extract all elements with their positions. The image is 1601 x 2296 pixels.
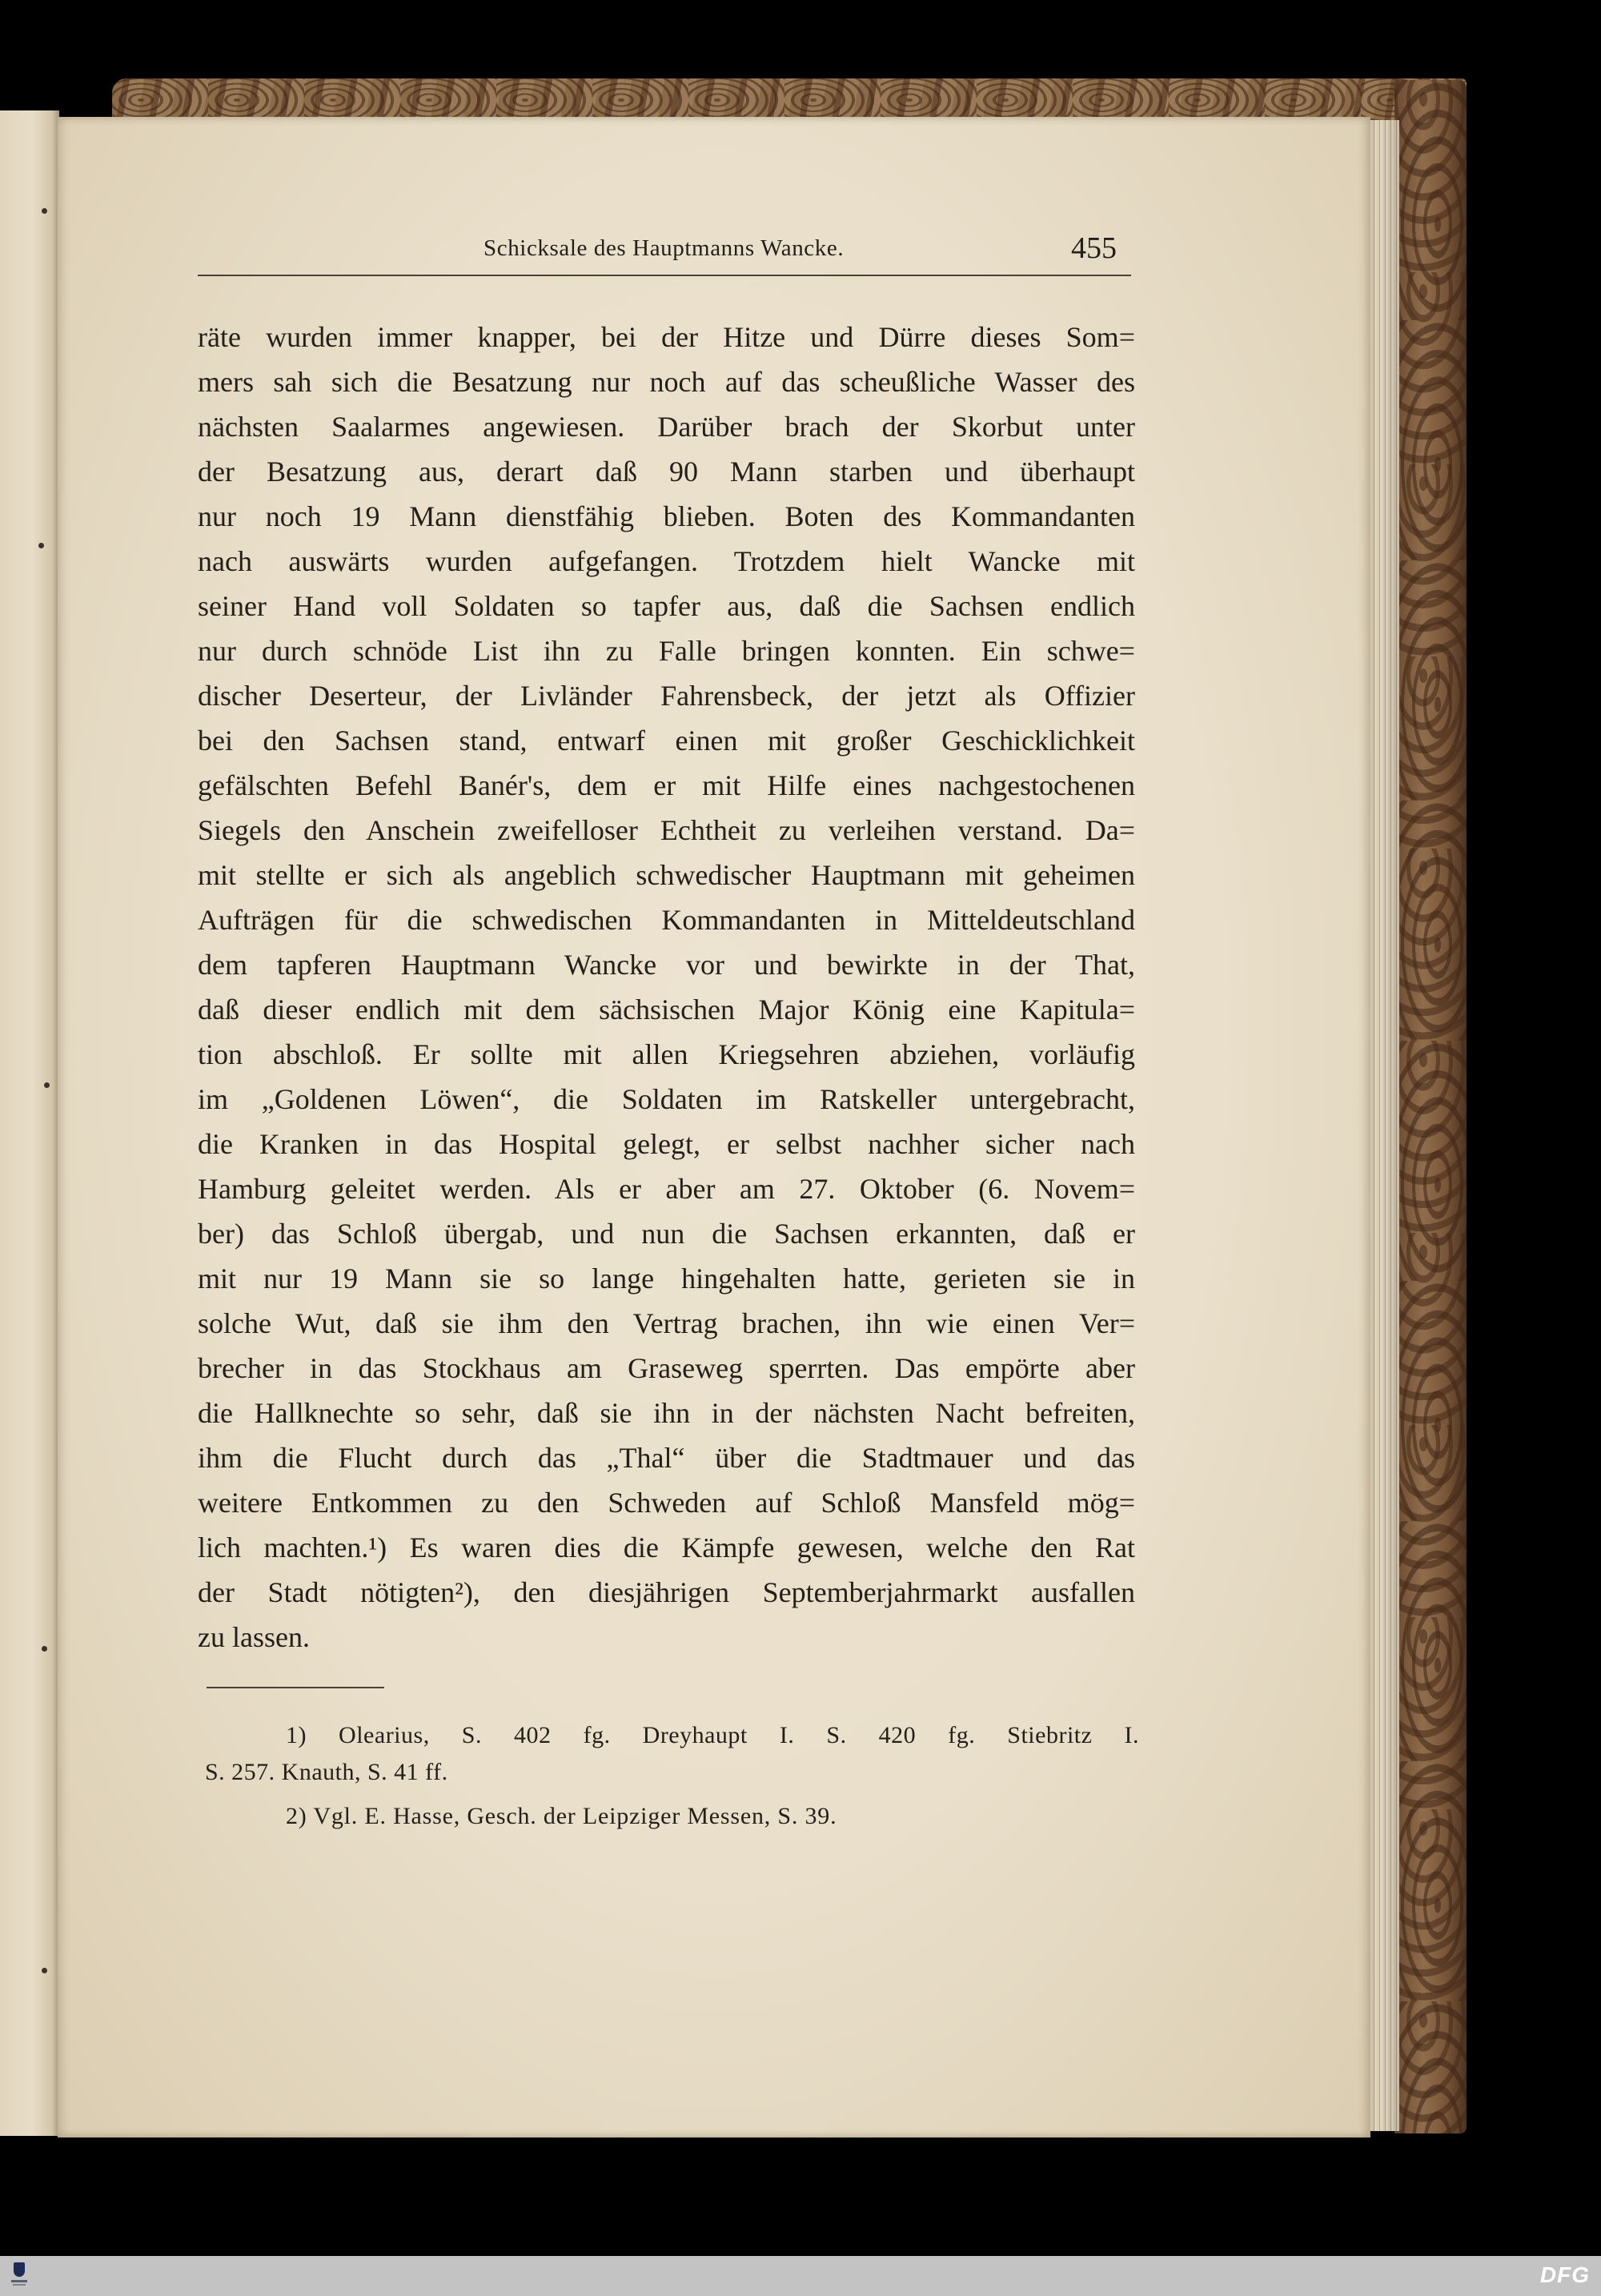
text-line: lich machten.¹) Es waren dies die Kämpfe gewesen, welche den Rat [198,1531,1135,1563]
text-line: ihm die Flucht durch das „Thal“ über die Stadtmauer und das [198,1442,1135,1474]
text-line: räte wurden immer knapper, bei der Hitze und Dürre dieses Som= [198,321,1135,353]
text-line: mers sah sich die Besatzung nur noch auf das scheußliche Wasser des [198,366,1135,398]
book-cover-top-edge [112,78,1467,122]
text-line: die Kranken in das Hospital gelegt, er selbst nachher sicher nach [198,1128,1135,1160]
binding-mark [42,208,47,214]
facing-page-sliver [0,110,59,2136]
header-rule [198,275,1131,276]
footnote-2: 2) Vgl. E. Hasse, Gesch. der Leipziger Messen, S. 39. [286,1803,837,1829]
binding-mark [44,1082,50,1088]
body-text [198,315,1135,1660]
text-line: Siegels den Anschein zweifelloser Echtheit zu verleihen verstand. Da= [198,814,1135,846]
viewer-footer-bar [0,2256,1601,2296]
binding-mark [42,1968,47,1973]
library-logo-icon [11,2262,27,2288]
text-line: Hamburg geleitet werden. Als er aber am 27. Oktober (6. Novem= [198,1173,1135,1205]
text-line: ber) das Schloß übergab, und nun die Sachsen erkannten, daß er [198,1218,1135,1250]
binding-mark [42,1646,47,1652]
text-line: seiner Hand voll Soldaten so tapfer aus, daß die Sachsen endlich [198,590,1135,622]
page-edge-stack [1366,120,1399,2131]
text-line: der Besatzung aus, derart daß 90 Mann starben und überhaupt [198,456,1135,488]
text-line: der Stadt nötigten²), den diesjährigen Septemberjahrmarkt ausfallen [198,1576,1135,1608]
text-line: mit nur 19 Mann sie so lange hingehalten hatte, gerieten sie in [198,1262,1135,1295]
dfg-logo: DFG [1539,2262,1590,2287]
book-cover-right-edge [1394,80,1467,2133]
text-line: brecher in das Stockhaus am Graseweg sperrten. Das empörte aber [198,1352,1135,1384]
text-line: dem tapferen Hauptmann Wancke vor und bewirkte in der That, [198,949,1135,981]
footnote-rule [207,1687,384,1688]
text-line: tion abschloß. Er sollte mit allen Kriegsehren abziehen, vorläufig [198,1038,1135,1070]
text-line: nur durch schnöde List ihn zu Falle bringen konnten. Ein schwe= [198,635,1135,667]
text-line: zu lassen. [198,1621,310,1653]
page-number: 455 [1071,231,1117,265]
text-line: nach auswärts wurden aufgefangen. Trotzdem hielt Wancke mit [198,545,1135,577]
text-line: die Hallknechte so sehr, daß sie ihn in der nächsten Nacht befreiten, [198,1397,1135,1429]
running-head-title: Schicksale des Hauptmanns Wancke. [484,235,845,261]
text-line: bei den Sachsen stand, entwarf einen mit großer Geschicklichkeit [198,725,1135,757]
text-line: gefälschten Befehl Banér's, dem er mit Hilfe eines nachgestochenen [198,769,1135,801]
footnote-1: 1) Olearius, S. 402 fg. Dreyhaupt I. S. 420 fg. Stiebritz I. [286,1722,1139,1748]
text-line: discher Deserteur, der Livländer Fahrensbeck, der jetzt als Offizier [198,680,1135,712]
binding-mark [38,543,44,548]
text-line: im „Goldenen Löwen“, die Soldaten im Ratskeller untergebracht, [198,1083,1135,1115]
text-line: nur noch 19 Mann dienstfähig blieben. Boten des Kommandanten [198,500,1135,532]
text-line: nächsten Saalarmes angewiesen. Darüber brach der Skorbut unter [198,411,1135,443]
text-line: solche Wut, daß sie ihm den Vertrag brachen, ihn wie einen Ver= [198,1307,1135,1339]
text-line: Aufträgen für die schwedischen Kommandanten in Mitteldeutschland [198,904,1135,936]
text-line: weitere Entkommen zu den Schweden auf Schloß Mansfeld mög= [198,1487,1135,1519]
footnote-1-continued: S. 257. Knauth, S. 41 ff. [205,1759,448,1785]
text-line: daß dieser endlich mit dem sächsischen Major König eine Kapitula= [198,993,1135,1026]
text-line: mit stellte er sich als angeblich schwedischer Hauptmann mit geheimen [198,859,1135,891]
